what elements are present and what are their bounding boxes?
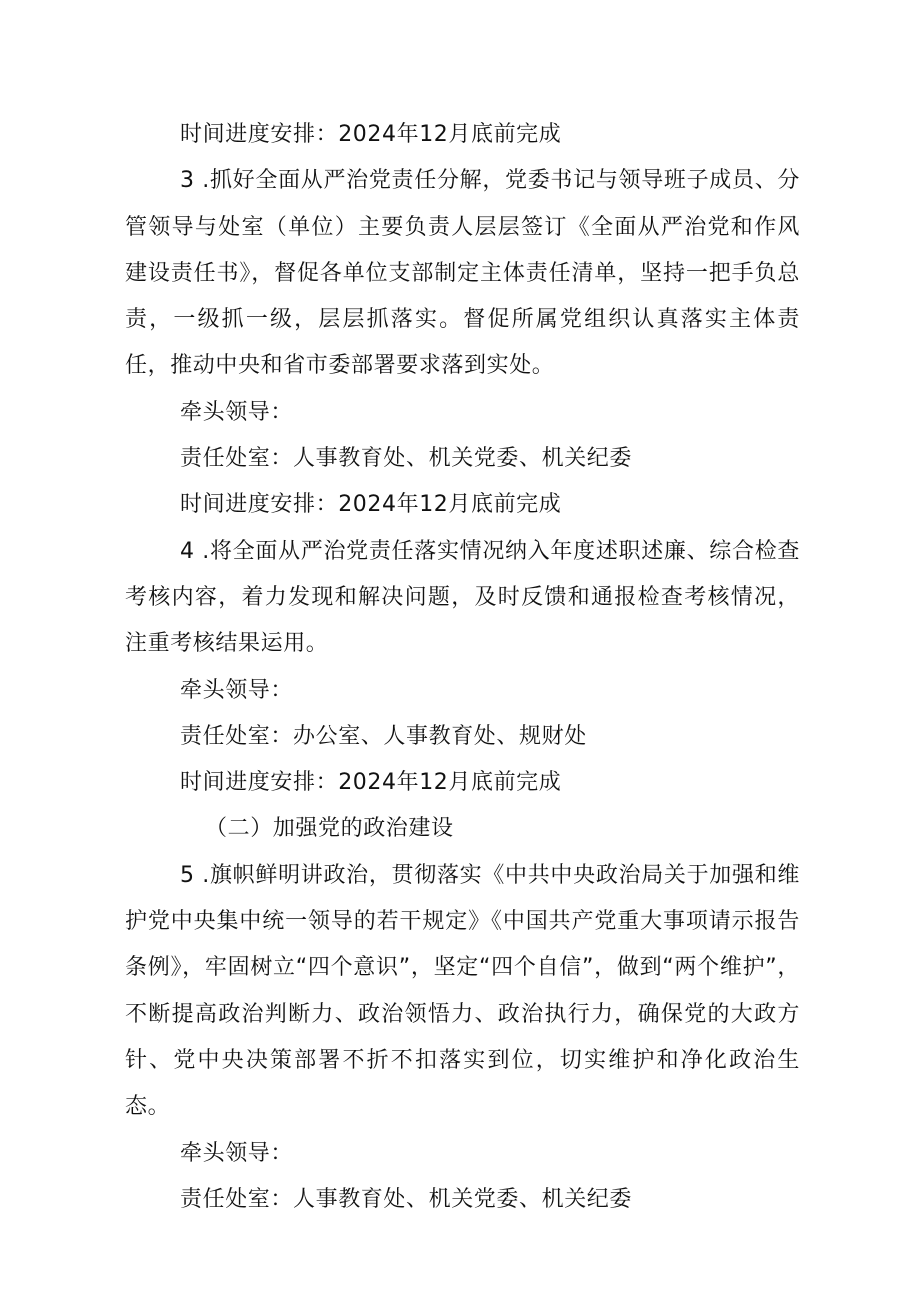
lead-leader-line: 牵头领导：: [180, 1140, 294, 1166]
item-4-paragraph: 4 .将全面从严治党责任落实情况纳入年度述职述廉、综合检查考核内容，着力发现和解决问题，及时反馈和通报检查考核情况，注重考核结果运用。: [125, 538, 800, 657]
lead-leader-line: 牵头领导：: [180, 399, 294, 425]
schedule-line: 时间进度安排：2024年12月底前完成: [180, 770, 562, 796]
responsible-office-line: 责任处室：办公室、人事教育处、规财处: [180, 723, 587, 749]
item-5-paragraph: 5 .旗帜鲜明讲政治，贯彻落实《中共中央政治局关于加强和维护党中央集中统一领导的若干规定》《中国共产党重大事项请示报告条例》，牢固树立“四个意识”，坚定“四个自信”，做到“两个维护”，不断提高政治判断力、政治领悟力、政治执行力，确保党的大政方针、党中央决策部署不折不扣落实到位，切实维护和净化政治生态。: [125, 862, 800, 1120]
responsible-office-line: 责任处室：人事教育处、机关党委、机关纪委: [180, 1186, 633, 1212]
lead-leader-line: 牵头领导：: [180, 677, 294, 703]
schedule-line: 时间进度安排：2024年12月底前完成: [180, 492, 562, 518]
responsible-office-line: 责任处室：人事教育处、机关党委、机关纪委: [180, 446, 633, 472]
document-body: [125, 112, 800, 1223]
item-3-paragraph: 3 .抓好全面从严治党责任分解，党委书记与领导班子成员、分管领导与处室（单位）主要负责人层层签订《全面从严治党和作风建设责任书》，督促各单位支部制定主体责任清单，坚持一把手负总责，一级抓一级，层层抓落实。督促所属党组织认真落实主体责任，推动中央和省市委部署要求落到实处。: [125, 168, 800, 379]
section-heading: （二）加强党的政治建设: [205, 816, 454, 842]
schedule-line: 时间进度安排：2024年12月底前完成: [180, 122, 562, 147]
